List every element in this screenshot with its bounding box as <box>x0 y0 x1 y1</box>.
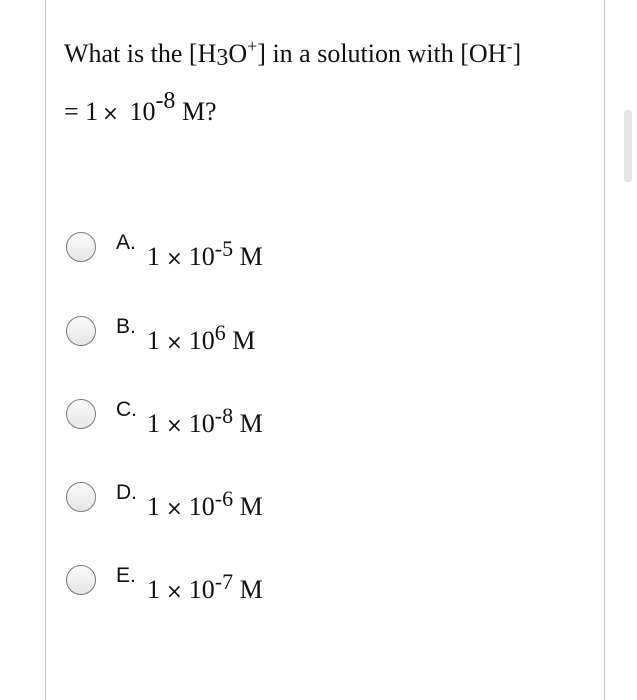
option-base: 10 <box>188 492 215 521</box>
option-unit: M <box>239 575 263 604</box>
option-exponent: -5 <box>214 236 234 261</box>
option-letter: C. <box>116 398 137 421</box>
option-base: 10 <box>188 326 215 355</box>
option-e[interactable] <box>66 565 466 605</box>
option-coeff: 1 <box>147 326 160 355</box>
option-value <box>147 486 263 522</box>
option-letter: D. <box>116 481 137 504</box>
times-symbol: × <box>166 579 183 603</box>
option-base: 10 <box>188 575 215 604</box>
question-unit: M? <box>181 97 217 126</box>
option-a[interactable] <box>66 232 466 272</box>
option-unit: M <box>239 242 263 271</box>
option-b[interactable] <box>66 316 466 356</box>
option-exponent: 6 <box>214 320 226 345</box>
option-unit: M <box>239 492 263 521</box>
question-middle: ] in a solution with [OH <box>257 39 507 68</box>
option-base: 10 <box>188 242 215 271</box>
option-value <box>147 403 263 439</box>
option-coeff: 1 <box>147 575 160 604</box>
option-letter: A. <box>116 231 136 254</box>
option-coeff: 1 <box>147 409 160 438</box>
question-line-2 <box>64 88 217 127</box>
option-c[interactable] <box>66 399 466 439</box>
radio-button-e[interactable] <box>66 565 96 595</box>
scrollbar[interactable] <box>624 110 632 182</box>
option-exponent: -8 <box>214 403 234 428</box>
option-value <box>147 569 263 605</box>
times-symbol: × <box>166 496 183 520</box>
question-exponent: -8 <box>155 88 176 114</box>
radio-button-b[interactable] <box>66 316 96 346</box>
times-symbol: × <box>166 413 183 437</box>
question-base: 10 <box>129 97 156 126</box>
option-exponent: -6 <box>214 486 234 511</box>
option-coeff: 1 <box>147 242 160 271</box>
option-coeff: 1 <box>147 492 160 521</box>
times-symbol: × <box>166 330 183 354</box>
oxygen-symbol: O <box>228 39 248 68</box>
question-equals: = 1 <box>64 97 99 126</box>
option-d[interactable] <box>66 482 466 522</box>
question-line-1 <box>64 36 522 71</box>
option-base: 10 <box>188 409 215 438</box>
radio-button-a[interactable] <box>66 232 96 262</box>
option-letter: B. <box>116 315 136 338</box>
option-value <box>147 236 263 272</box>
option-exponent: -7 <box>214 569 234 594</box>
minus-superscript: - <box>506 36 513 56</box>
h-subscript: 3 <box>216 45 229 71</box>
radio-button-c[interactable] <box>66 399 96 429</box>
option-letter: E. <box>116 564 136 587</box>
radio-button-d[interactable] <box>66 482 96 512</box>
times-symbol: × <box>102 101 119 125</box>
plus-superscript: + <box>247 36 258 56</box>
option-value <box>147 320 256 356</box>
option-unit: M <box>239 409 263 438</box>
question-end: ] <box>512 39 522 68</box>
times-symbol: × <box>166 246 183 270</box>
question-prefix: What is the [H <box>64 39 217 68</box>
option-unit: M <box>232 326 256 355</box>
